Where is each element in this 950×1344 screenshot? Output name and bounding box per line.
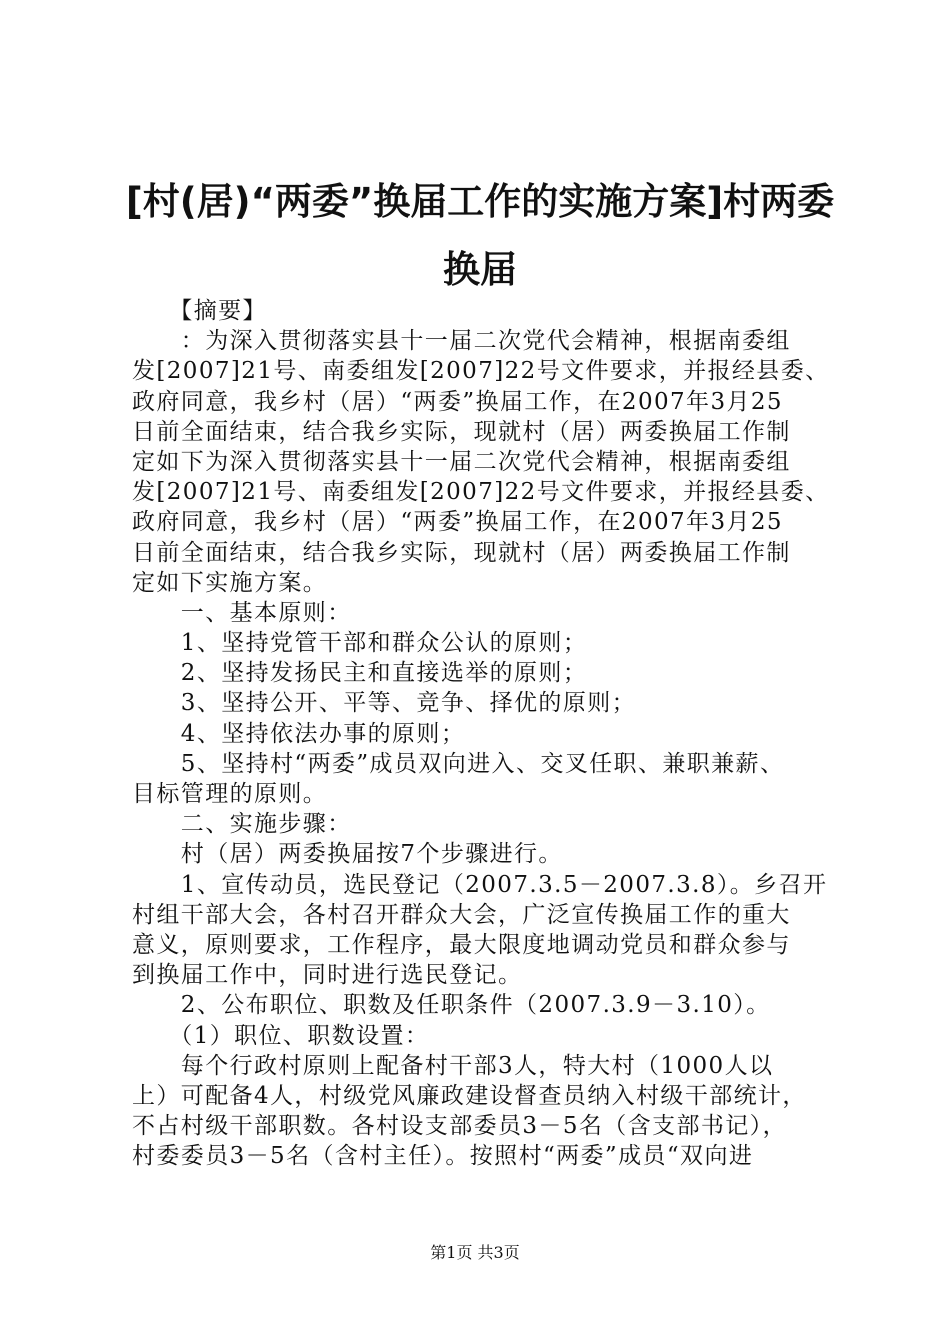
body-line: 日前全面结束，结合我乡实际，现就村（居）两委换届工作制 <box>132 539 791 566</box>
body-line: 政府同意，我乡村（居）“两委”换届工作，在2007年3月25 <box>132 509 783 536</box>
body-line: 【摘要】 <box>132 298 267 324</box>
body-line: 村（居）两委换届按7个步骤进行。 <box>132 841 563 868</box>
body-line: 不占村级干部职数。各村设支部委员3－5名（含支部书记）， <box>132 1113 787 1140</box>
body-line: 二、实施步骤： <box>132 811 352 838</box>
title-line-2: 换届 <box>443 248 517 291</box>
body-line: 一、基本原则： <box>132 599 352 626</box>
document-title <box>100 168 860 304</box>
document-body <box>132 296 832 1171</box>
body-line: 上）可配备4人，村级党风廉政建设督查员纳入村级干部统计， <box>132 1082 807 1109</box>
body-line: 村组干部大会，各村召开群众大会，广泛宣传换届工作的重大 <box>132 901 791 928</box>
body-line: 发[2007]21号、南委组发[2007]22号文件要求，并报经县委、 <box>132 358 830 385</box>
page-number-footer: 第1页 共3页 <box>430 1243 520 1262</box>
body-line: 1、坚持党管干部和群众公认的原则； <box>132 630 588 657</box>
body-line: 1、宣传动员，选民登记（2007.3.5－2007.3.8）。乡召开 <box>132 871 828 898</box>
body-line: 3、坚持公开、平等、竞争、择优的原则； <box>132 690 637 717</box>
body-line: 意义，原则要求，工作程序，最大限度地调动党员和群众参与 <box>132 931 791 958</box>
body-line: 定如下为深入贯彻落实县十一届二次党代会精神，根据南委组 <box>132 448 791 475</box>
title-line-1: [村(居)“两委”换届工作的实施方案]村两委 <box>125 180 835 223</box>
body-line: ：为深入贯彻落实县十一届二次党代会精神，根据南委组 <box>132 328 791 355</box>
body-line: 发[2007]21号、南委组发[2007]22号文件要求，并报经县委、 <box>132 479 830 506</box>
body-line: 5、坚持村“两委”成员双向进入、交叉任职、兼职兼薪、 <box>132 750 785 777</box>
body-line: 每个行政村原则上配备村干部3人，特大村（1000人以 <box>132 1052 774 1079</box>
body-line: 政府同意，我乡村（居）“两委”换届工作，在2007年3月25 <box>132 388 783 415</box>
body-line: 2、公布职位、职数及任职条件（2007.3.9－3.10）。 <box>132 992 771 1019</box>
body-line: 4、坚持依法办事的原则； <box>132 720 466 747</box>
body-line: 目标管理的原则。 <box>132 781 328 807</box>
body-line: 日前全面结束，结合我乡实际，现就村（居）两委换届工作制 <box>132 418 791 445</box>
body-line: 定如下实施方案。 <box>132 569 328 596</box>
body-line: 到换届工作中，同时进行选民登记。 <box>132 962 523 989</box>
body-line: 村委委员3－5名（含村主任）。按照村“两委”成员“双向进 <box>132 1143 754 1170</box>
body-line: （1）职位、职数设置： <box>132 1022 430 1049</box>
body-line: 2、坚持发扬民主和直接选举的原则； <box>132 660 588 687</box>
